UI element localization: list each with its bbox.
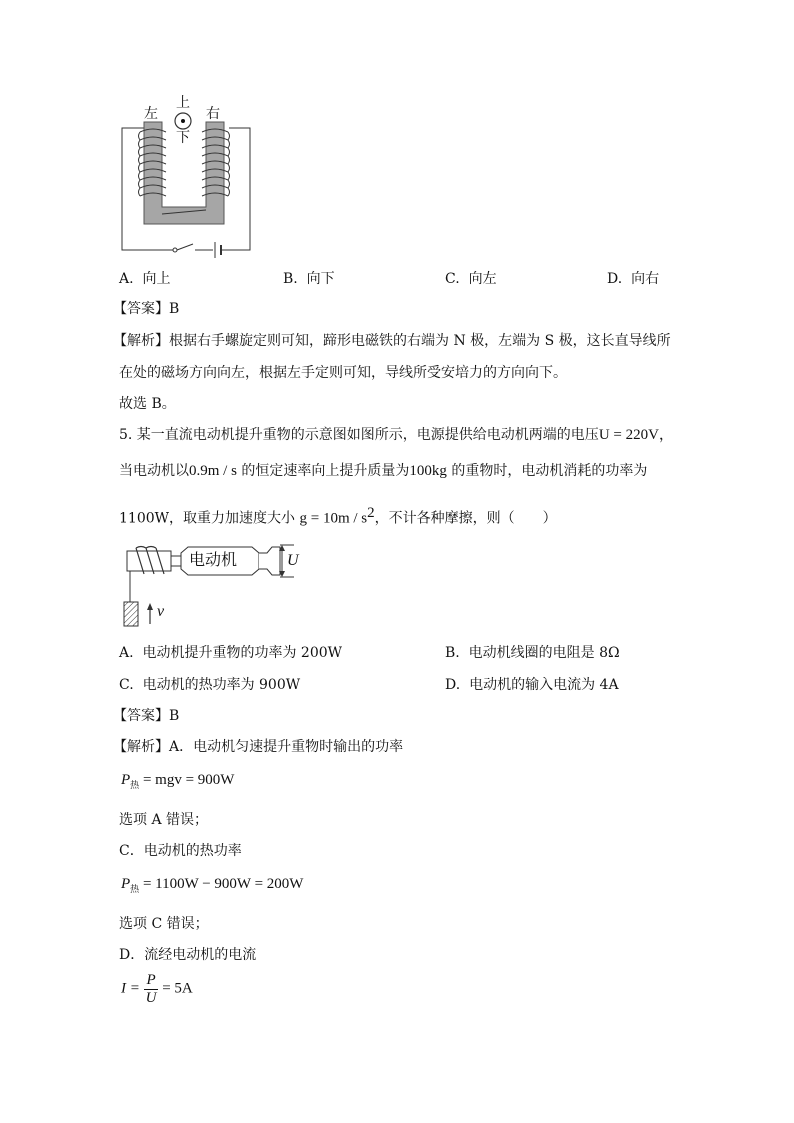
answer-value: B (169, 301, 180, 317)
stem-math: g = 10m / s (299, 510, 368, 527)
answer-tag: 【答案】 (113, 708, 169, 724)
eq-symbol: P (121, 876, 131, 892)
stem-text: 5. 某一直流电动机提升重物的示意图如图所示，电源提供给电动机两端的电压 (119, 427, 599, 443)
fraction-denominator: U (145, 989, 157, 1006)
option-text: 电动机提升重物的功率为 200W (142, 645, 343, 661)
option-text: 向上 (142, 271, 171, 287)
electromagnet-figure (115, 92, 265, 262)
option-text: 向右 (631, 271, 660, 287)
q5-option-a[interactable] (119, 646, 342, 660)
q5-equation-2 (121, 877, 303, 894)
q5-analysis-d: D．流经电动机的电流 (119, 947, 257, 963)
answer-value: B (169, 708, 180, 724)
eq-symbol: P (121, 772, 131, 788)
q5-analysis-c: C．电动机的热功率 (119, 843, 242, 859)
q4-option-d[interactable] (607, 272, 659, 286)
q5-wrong-c: 选项 C 错误； (119, 916, 209, 932)
q5-stem-line1 (119, 428, 674, 443)
analysis-text: 根据右手螺旋定则可知，蹄形电磁铁的右端为 N 极，左端为 S 极，这长直导线所 (169, 333, 671, 349)
label-down: 下 (176, 130, 190, 146)
stem-text: ，不计各种摩擦，则（ ） (374, 510, 557, 527)
q5-stem-line2 (119, 464, 647, 479)
stem-text: 当电动机以 (119, 463, 189, 479)
q5-option-b[interactable] (445, 646, 620, 660)
option-text: 电动机的热功率为 900W (142, 677, 301, 693)
q5-equation-1 (121, 773, 234, 790)
q5-stem-line3 (119, 506, 557, 527)
analysis-tag: 【解析】 (113, 333, 169, 349)
q4-analysis-line1 (113, 334, 671, 348)
stem-text: 的恒定速率向上提升质量为 (241, 463, 410, 479)
option-letter: D. (607, 271, 623, 287)
option-letter: D. (445, 677, 461, 693)
answer-tag: 【答案】 (113, 301, 169, 317)
option-text: 电动机的输入电流为 4A (469, 677, 619, 693)
option-letter: C. (119, 677, 134, 693)
q4-option-b[interactable] (283, 272, 335, 286)
eq-rhs: = 5A (162, 980, 193, 997)
option-text: 向下 (306, 271, 335, 287)
option-letter: A. (119, 645, 134, 661)
q4-option-c[interactable] (445, 272, 497, 286)
stem-math: U = 220V， (598, 427, 674, 443)
q5-analysis-a (113, 740, 403, 754)
eq-rhs: = 1100W − 900W = 200W (139, 876, 304, 892)
q5-option-c[interactable] (119, 678, 300, 692)
fraction-numerator: P (144, 972, 159, 990)
q5-answer (113, 709, 179, 723)
eq-fraction (144, 972, 159, 1006)
q4-analysis-line2: 在处的磁场方向向左，根据左手定则可知，导线所受安培力的方向向下。 (119, 365, 567, 381)
eq-lhs: I = (121, 980, 140, 997)
label-up: 上 (176, 95, 190, 111)
voltage-label: U (287, 552, 299, 569)
analysis-tag: 【解析】 (113, 739, 169, 755)
q4-conclusion: 故选 B。 (119, 396, 176, 412)
analysis-text: A．电动机匀速提升重物时输出的功率 (169, 739, 404, 755)
eq-subscript: 热 (130, 780, 140, 790)
q5-wrong-a: 选项 A 错误； (119, 812, 209, 828)
velocity-label: v (157, 603, 165, 620)
stem-math: 0.9m / s (189, 463, 237, 479)
label-right: 右 (206, 106, 220, 122)
q5-option-d[interactable] (445, 678, 619, 692)
option-text: 电动机线圈的电阻是 8Ω (468, 645, 620, 661)
q4-answer (113, 302, 179, 316)
eq-subscript: 热 (130, 884, 140, 894)
option-letter: A. (119, 271, 134, 287)
stem-superscript: 2 (367, 505, 375, 521)
stem-math: 100kg (409, 463, 447, 479)
option-letter: B. (445, 645, 460, 661)
option-letter: B. (283, 271, 298, 287)
q5-equation-3 (121, 972, 193, 1006)
motor-label: 电动机 (189, 550, 238, 569)
option-text: 向左 (468, 271, 497, 287)
eq-rhs: = mgv = 900W (139, 772, 235, 788)
stem-text: 的重物时，电动机消耗的功率为 (451, 463, 648, 479)
label-left: 左 (144, 106, 158, 122)
q4-option-a[interactable] (119, 272, 170, 286)
option-letter: C. (445, 271, 460, 287)
stem-text: 1100W，取重力加速度大小 (119, 510, 296, 527)
